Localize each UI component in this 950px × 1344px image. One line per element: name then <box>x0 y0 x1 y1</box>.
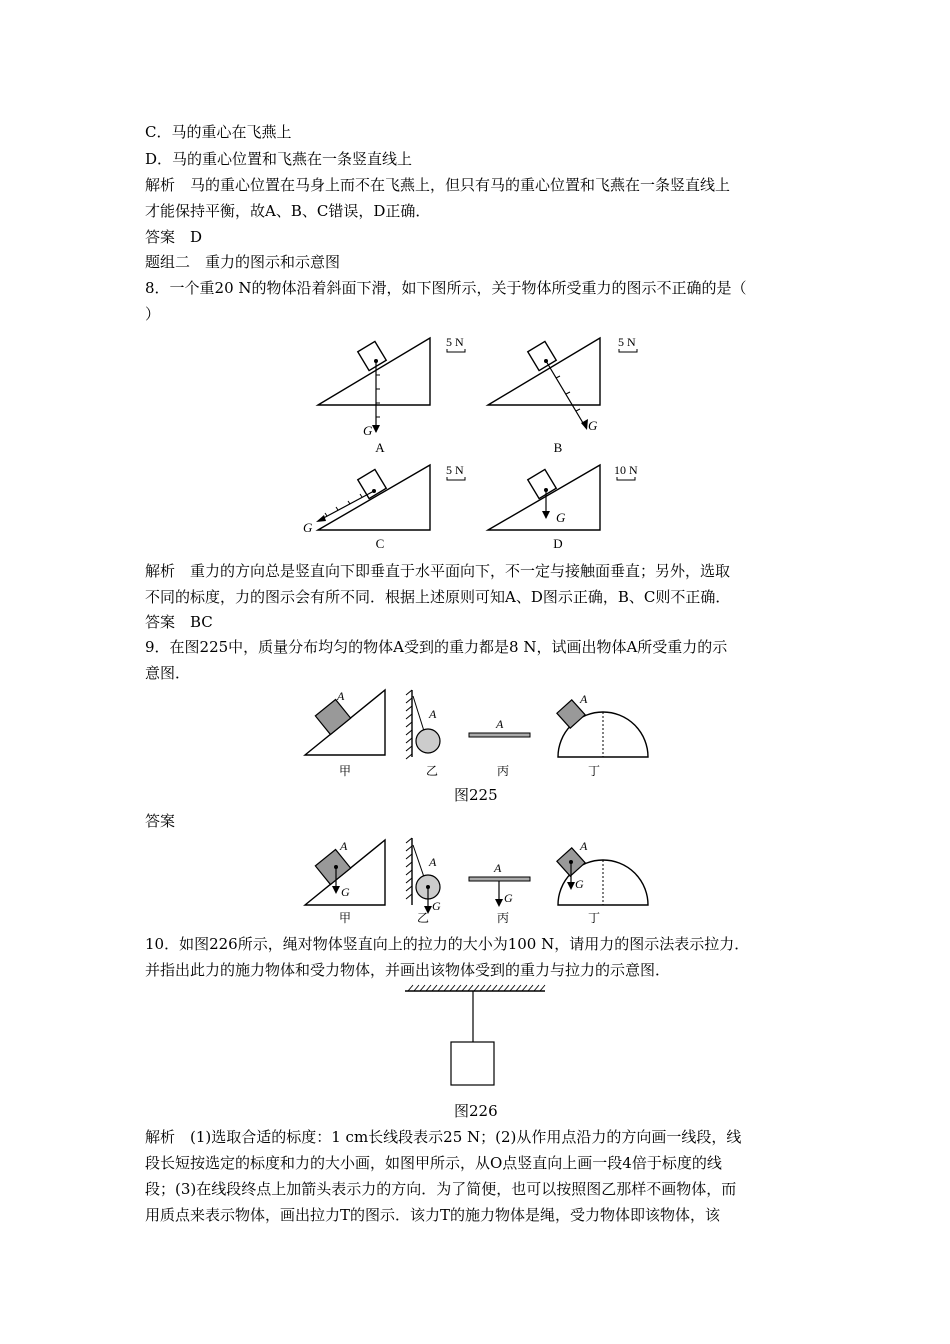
panel-label-b: B <box>553 440 563 455</box>
force-label-g: G <box>432 899 441 913</box>
panel-label-c: C <box>375 536 385 551</box>
figure-225-answer <box>300 833 660 928</box>
question-10-line1: 10．如图226所示，绳对物体竖直向上的拉力的大小为100 N，请用力的图示法表示拉力． <box>145 935 750 953</box>
question-8-line1: 8．一个重20 N的物体沿着斜面下滑，如下图所示，关于物体所受重力的图示不正确的是（ <box>145 279 747 297</box>
panel-ding <box>557 692 648 778</box>
object-label-a: A <box>429 855 437 869</box>
object-label-a: A <box>337 689 345 703</box>
question-10-line2: 并指出此力的施力物体和受力物体，并画出该物体受到的重力与拉力的示意图． <box>145 961 671 979</box>
incline-panel-b <box>488 335 637 455</box>
analysis-8-line1: 解析 重力的方向总是竖直向下即垂直于水平面向下，不一定与接触面垂直；另外，选取 <box>145 562 731 580</box>
object-label-a: A <box>496 717 504 731</box>
object-label-a: A <box>340 839 348 853</box>
panel-label-bing: 丙 <box>496 764 510 778</box>
analysis-10-line1: 解析 (1)选取合适的标度：1 cm长线段表示25 N；(2)从作用点沿力的方向画一线段，线 <box>145 1128 742 1146</box>
panel-label-yi: 乙 <box>425 764 439 778</box>
analysis-10-line3: 段；(3)在线段终点上加箭头表示力的方向．为了简便，也可以按照图乙那样不画物体，而 <box>145 1180 737 1198</box>
answer-panel-ding <box>557 839 648 925</box>
answer-panel-jia <box>305 839 385 925</box>
scale-label: 5 N <box>446 463 464 477</box>
answer-8: 答案 BC <box>145 613 213 631</box>
panel-label-jia: 甲 <box>338 911 352 925</box>
figure-226-caption: 图226 <box>454 1102 498 1120</box>
panel-label-yi: 乙 <box>416 911 430 925</box>
question-8-figure <box>300 330 660 555</box>
panel-label-ding: 丁 <box>587 911 601 925</box>
option-d: D．马的重心位置和飞燕在一条竖直线上 <box>145 150 413 168</box>
analysis-7-line2: 才能保持平衡，故A、B、C错误，D正确． <box>145 202 431 220</box>
panel-label-bing: 丙 <box>496 911 510 925</box>
figure-226 <box>400 980 560 1095</box>
question-9-line2: 意图． <box>145 664 191 682</box>
force-label-g: G <box>504 891 513 905</box>
force-label-g: G <box>575 877 584 891</box>
option-c: C．马的重心在飞燕上 <box>145 123 292 141</box>
force-label-g: G <box>588 418 598 433</box>
scale-label: 5 N <box>618 335 636 349</box>
panel-label-ding: 丁 <box>587 764 601 778</box>
panel-label-a: A <box>375 440 385 455</box>
hanging-block <box>451 1042 494 1085</box>
object-label-a: A <box>580 839 588 853</box>
object-label-a: A <box>580 692 588 706</box>
force-label-g: G <box>303 520 313 535</box>
incline-panel-c <box>303 463 465 551</box>
scale-label: 10 N <box>614 463 638 477</box>
figure-225 <box>300 684 660 779</box>
analysis-8-line2: 不同的标度，力的图示会有所不同．根据上述原则可知A、D图示正确，B、C则不正确． <box>145 588 731 606</box>
answer-panel-bing <box>469 861 530 925</box>
analysis-7-line1: 解析 马的重心位置在马身上而不在飞燕上，但只有马的重心位置和飞燕在一条竖直线上 <box>145 176 731 194</box>
force-label-g: G <box>556 510 566 525</box>
answer-panel-yi <box>406 838 441 925</box>
answer-7: 答案 D <box>145 228 203 246</box>
force-label-g: G <box>341 885 350 899</box>
panel-jia <box>305 689 385 778</box>
incline-panel-a <box>318 335 465 455</box>
incline-panel-d <box>488 463 638 551</box>
object-label-a: A <box>429 707 437 721</box>
section-heading: 题组二 重力的图示和示意图 <box>145 253 341 271</box>
panel-label-d: D <box>553 536 563 551</box>
figure-225-caption: 图225 <box>454 786 498 804</box>
panel-label-jia: 甲 <box>338 764 352 778</box>
force-label-g: G <box>363 423 373 438</box>
question-9-line1: 9．在图225中，质量分布均匀的物体A受到的重力都是8 N，试画出物体A所受重力的示 <box>145 638 728 656</box>
analysis-10-line2: 段长短按选定的标度和力的大小画，如图甲所示，从O点竖直向上画一段4倍于标度的线 <box>145 1154 722 1172</box>
object-label-a: A <box>494 861 502 875</box>
analysis-10-line4: 用质点来表示物体，画出拉力T的图示．该力T的施力物体是绳，受力物体即该物体，该 <box>145 1206 721 1224</box>
panel-yi <box>406 690 440 778</box>
question-8-line2: ） <box>145 305 161 323</box>
answer-9-label: 答案 <box>145 812 176 830</box>
scale-label: 5 N <box>446 335 464 349</box>
panel-bing <box>469 717 530 778</box>
